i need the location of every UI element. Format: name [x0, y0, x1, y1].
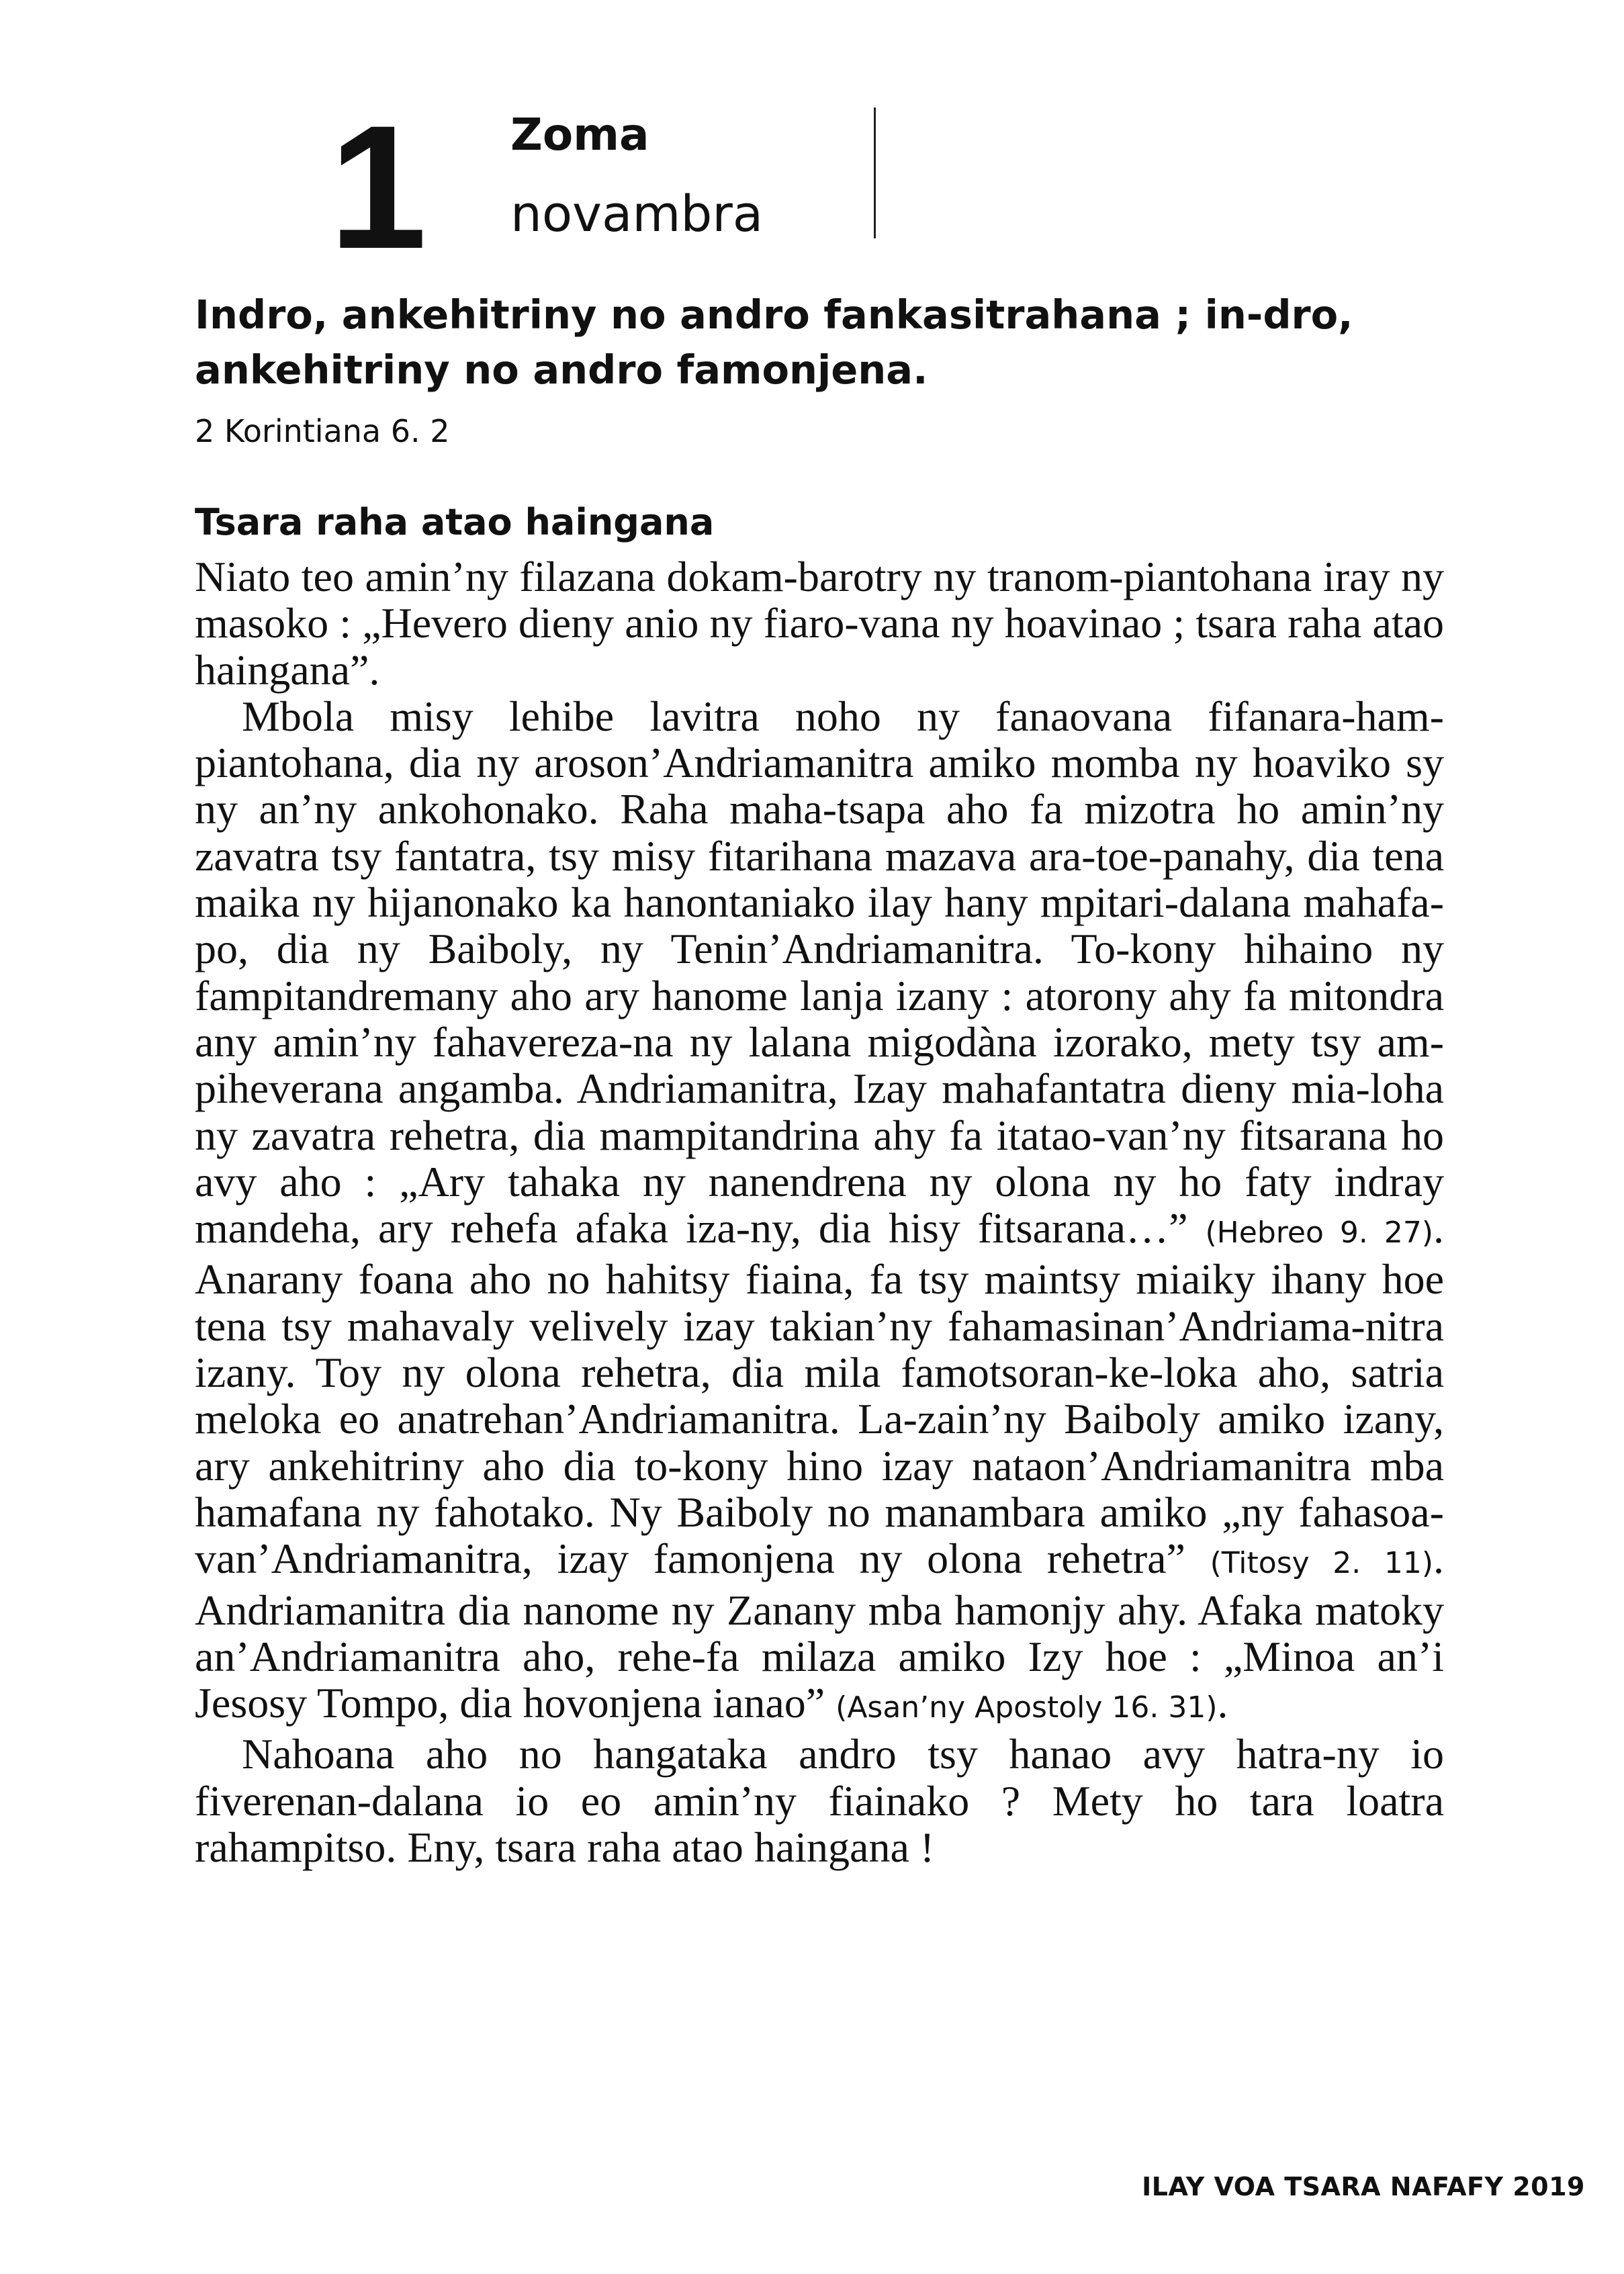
- article-body: [195, 553, 1444, 1870]
- paragraph-2-part-b: . Anarany foana aho no hahitsy fiaina, fa tsy maintsy miaiky ihany hoe tena tsy mahavaly velively izay takian’ny fahamasinan’Andriama-nitra izany. Toy ny olona rehetra, dia mila famotsoran-ke-loka aho, satria meloka eo anatrehan’Andriamanitra. La-zain’ny Baiboly amiko izany, ary ankehitriny aho dia to-kony hino izay nataon’Andriamanitra mba hamafana ny fahotako. Ny Baiboly no manambara amiko „ny fahasoa-van’Andriamanitra, izay famonjena ny olona rehetra”: [195, 1204, 1445, 1583]
- footer-label: ILAY VOA TSARA NAFAFY 2019: [1142, 2172, 1585, 2201]
- month-name: novambra: [510, 185, 764, 243]
- paragraph-2-part-c: . Andriamanitra dia nanome ny Zanany mba hamonjy ahy. Afaka matoky an’Andriamanitra aho, rehe-fa milaza amiko Izy hoe : „Minoa an’i Jesosy Tompo, dia hovonjena ianao”: [195, 1535, 1445, 1727]
- verse-reference: 2 Korintiana 6. 2: [195, 413, 450, 449]
- article-title: Tsara raha atao haingana: [195, 501, 715, 543]
- paragraph-2-part-d: .: [1217, 1679, 1228, 1727]
- paragraph-3: Nahoana aho no hangataka andro tsy hanao avy hatra-ny io fiverenan-dalana io eo amin’ny fiainako ? Mety ho tara loatra rahampitso. Eny, tsara raha atao haingana !: [195, 1730, 1444, 1872]
- bible-reference: (Asan’ny Apostoly 16. 31): [836, 1690, 1218, 1725]
- day-name: Zoma: [510, 109, 649, 161]
- bible-reference: (Hebreo 9. 27): [1205, 1216, 1434, 1250]
- paragraph-2-part-a: Mbola misy lehibe lavitra noho ny fanaovana fifanara-ham-piantohana, dia ny aroson’Andriamanitra amiko momba ny hoaviko sy ny an’ny ankohonako. Raha maha-tsapa aho fa mizotra ho amin’ny zavatra tsy fantatra, tsy misy fitarihana mazava ara-toe-panahy, dia tena maika ny hijanonako ka hanontaniako ilay hany mpitari-dalana mahafa-po, dia ny Baiboly, ny Tenin’Andriamanitra. To-kony hihaino ny fampitandremany aho ary hanome lanja izany : atorony ahy fa mitondra any amin’ny fahavereza-na ny lalana migodàna izorako, mety tsy am-piheverana angamba. Andriamanitra, Izay mahafantatra dieny mia-loha ny zavatra rehetra, dia mampitandrina ahy fa itatao-van’ny fitsarana ho avy aho : „Ary tahaka ny nanendrena ny olona ny ho faty indray mandeha, ary rehefa afaka iza-ny, dia hisy fitsarana…”: [195, 692, 1444, 1253]
- paragraph-2: [195, 693, 1444, 1731]
- verse-text: Indro, ankehitriny no andro fankasitrahana ; in-dro, ankehitriny no andro famonjena.: [195, 291, 1353, 393]
- date-number: 1: [329, 89, 423, 285]
- bible-reference: (Titosy 2. 11): [1210, 1546, 1434, 1581]
- paragraph-1: Niato teo amin’ny filazana dokam-barotry ny tranom-piantohana iray ny masoko : „Hevero dieny anio ny fiaro-vana ny hoavinao ; tsara raha atao haingana”.: [195, 553, 1444, 694]
- header-divider: [874, 107, 876, 238]
